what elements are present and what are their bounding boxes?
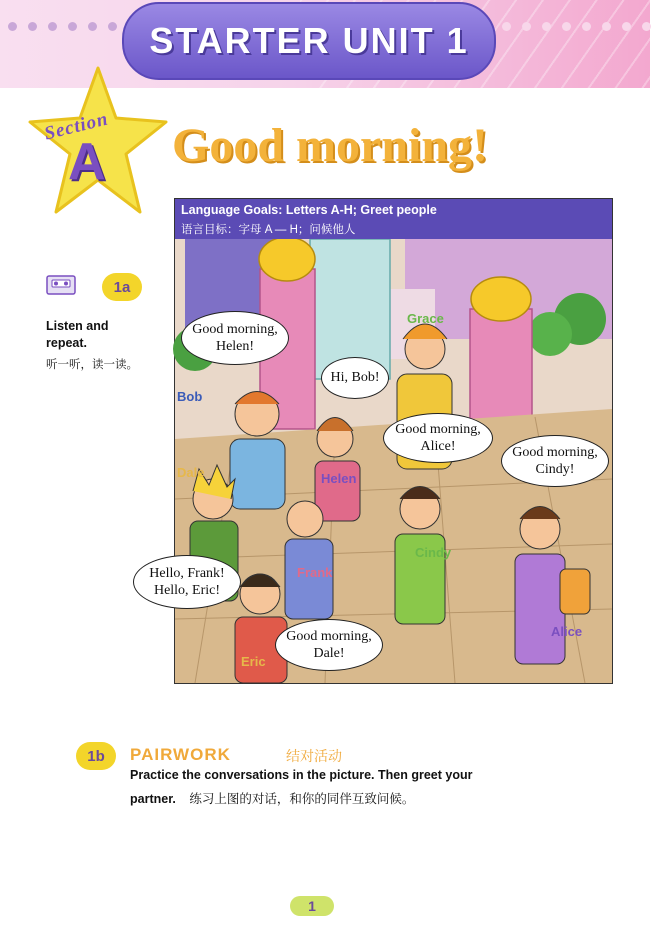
section-word: Section (42, 108, 111, 145)
language-goals-bar (175, 199, 612, 239)
name-helen: Helen (321, 471, 357, 486)
speech-bubble (181, 311, 289, 365)
activity-number: 1a (113, 278, 131, 296)
pairwork-instruction-partner: partner. (130, 792, 176, 806)
bubble-line: Good morning, (286, 628, 372, 644)
activity-number: 1b (87, 747, 105, 765)
name-alice: Alice (551, 624, 583, 639)
name-dale: Dale (177, 465, 205, 480)
language-goals-zh: 语言目标：字母 A — H；问候他人 (181, 224, 356, 236)
page-number-badge (290, 896, 334, 916)
pairwork-instruction-zh: 练习上图的对话，和你的同伴互致问候。 (189, 792, 415, 806)
bubble-line: Hello, Eric! (153, 583, 221, 598)
bubble-line: Dale! (313, 646, 345, 661)
unit-title: STARTER UNIT 1 (149, 20, 469, 61)
pairwork-instruction-line1: Practice the conversations in the picture. Then greet your (130, 768, 473, 782)
pairwork-title: PAIRWORK (130, 745, 231, 764)
name-grace: Grace (407, 311, 444, 326)
language-goals-en: Language Goals: Letters A-H; Greet people (181, 203, 437, 217)
name-frank: Frank (297, 565, 333, 580)
speech-bubble (383, 413, 493, 463)
speech-bubble (275, 619, 383, 671)
scene-illustration (149, 198, 613, 684)
banner-dots-right (502, 22, 651, 31)
page-number: 1 (308, 898, 316, 914)
bubble-line: Hello, Frank! (149, 565, 225, 581)
bubble-line: Cindy! (535, 462, 575, 477)
bubble-line: Helen! (215, 339, 255, 354)
cassette-icon (46, 275, 76, 295)
activity-1a-badge (102, 273, 142, 301)
instruction-1a-en: Listen and repeat. (46, 319, 109, 350)
pairwork-instruction-line2 (130, 789, 414, 807)
instruction-1a-zh: 听一听，读一读。 (46, 359, 138, 371)
section-letter: A (68, 133, 106, 191)
bubble-line: Good morning, (512, 444, 598, 460)
name-eric: Eric (241, 654, 266, 669)
bubble-line: Good morning, (192, 321, 278, 337)
bubble-line: Hi, Bob! (330, 370, 380, 386)
pairwork-title-zh: 结对活动 (286, 748, 342, 764)
activity-1b-badge (76, 742, 116, 770)
speech-bubble (133, 555, 241, 609)
speech-bubble (501, 435, 609, 487)
speech-bubble (321, 357, 389, 399)
name-cindy: Cindy (415, 545, 452, 560)
bubble-line: Alice! (420, 439, 456, 454)
name-bob: Bob (177, 389, 203, 404)
bubble-line: Good morning, (395, 421, 481, 437)
page-title: Good morning! (172, 119, 489, 172)
unit-title-pill (122, 2, 496, 80)
